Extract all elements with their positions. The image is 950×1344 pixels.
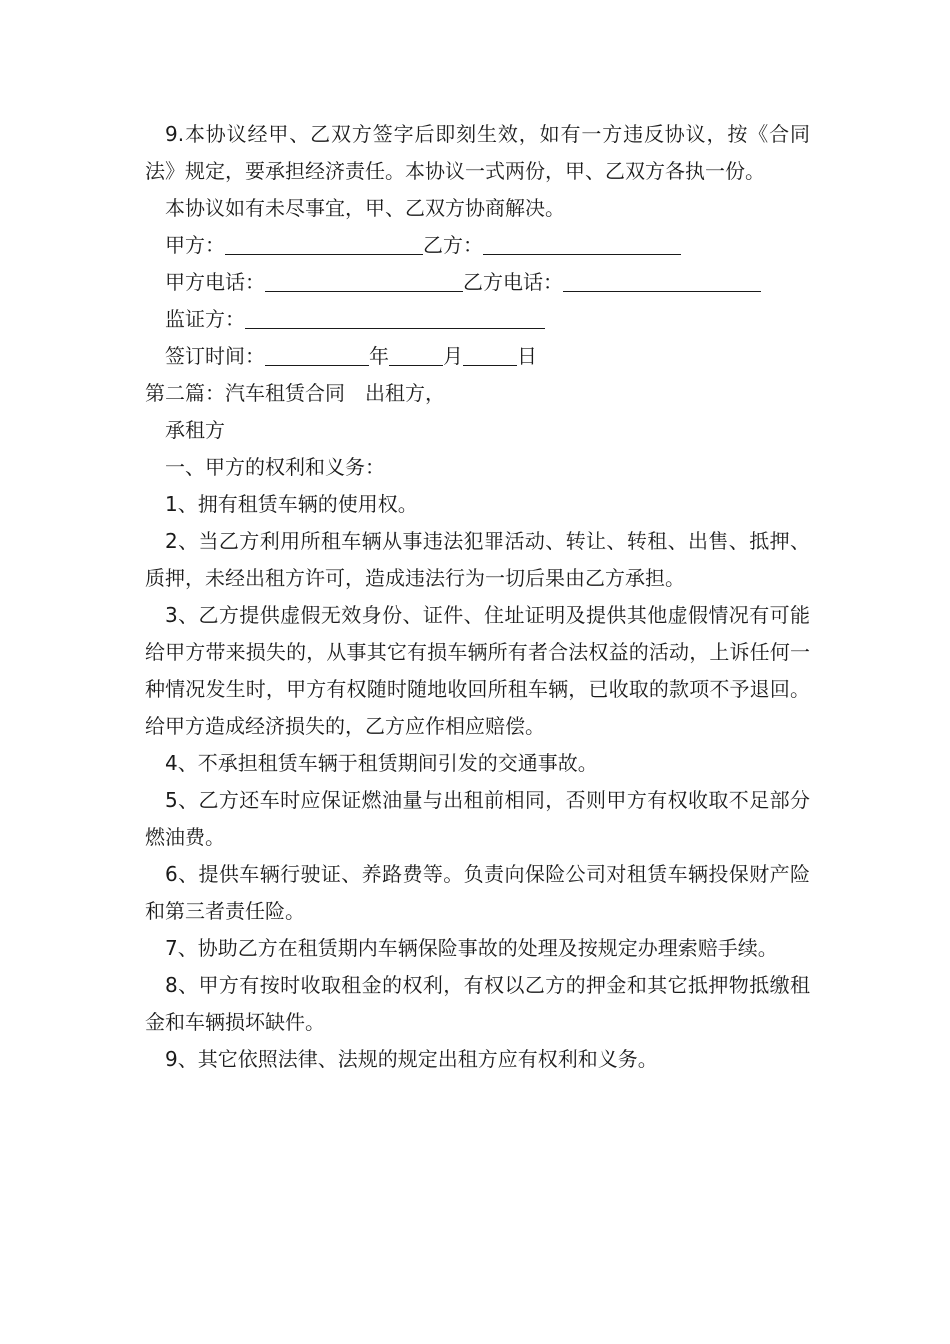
party-b-label: 乙方： [423, 233, 483, 257]
list-item: 9、其它依照法律、法规的规定出租方应有权利和义务。 [165, 1047, 658, 1071]
month-label: 月 [443, 344, 463, 368]
part-1-title: 一、甲方的权利和义务： [165, 455, 385, 479]
year-label: 年 [369, 344, 389, 368]
day-blank [463, 345, 517, 366]
list-item: 5、乙方还车时应保证燃油量与出租前相同，否则甲方有权收取不足部分燃油费。 [145, 788, 810, 849]
day-label: 日 [517, 344, 537, 368]
list-item: 4、不承担租赁车辆于租赁期间引发的交通事故。 [165, 751, 598, 775]
party-b-phone-blank [563, 271, 761, 292]
document-body [145, 116, 810, 1078]
lessee-label: 承租方 [165, 418, 225, 442]
list-item: 6、提供车辆行驶证、养路费等。负责向保险公司对租赁车辆投保财产险和第三者责任险。 [145, 862, 810, 923]
witness-blank [245, 308, 545, 329]
witness-label: 监证方： [165, 307, 245, 331]
party-b-phone-label: 乙方电话： [463, 270, 563, 294]
signing-date-line [145, 338, 810, 375]
section-2-heading: 第二篇：汽车租赁合同 出租方， [145, 381, 445, 405]
party-a-blank [225, 234, 423, 255]
list-item: 2、当乙方利用所租车辆从事违法犯罪活动、转让、转租、出售、抵押、质押，未经出租方许可，造成违法行为一切后果由乙方承担。 [145, 529, 810, 590]
party-a-label: 甲方： [165, 233, 225, 257]
list-item: 7、协助乙方在租赁期内车辆保险事故的处理及按规定办理索赔手续。 [165, 936, 778, 960]
list-item: 8、甲方有按时收取租金的权利，有权以乙方的押金和其它抵押物抵缴租金和车辆损坏缺件。 [145, 973, 810, 1034]
signature-phones-line [145, 264, 810, 301]
witness-line [145, 301, 810, 338]
list-item: 3、乙方提供虚假无效身份、证件、住址证明及提供其他虚假情况有可能给甲方带来损失的，从事其它有损车辆所有者合法权益的活动，上诉任何一种情况发生时，甲方有权随时随地收回所租车辆，已收取的款项不予退回。给甲方造成经济损失的，乙方应作相应赔偿。 [145, 603, 810, 738]
party-a-phone-blank [265, 271, 463, 292]
clause-9-paragraph: 9.本协议经甲、乙双方签字后即刻生效，如有一方违反协议，按《合同法》规定，要承担经济责任。本协议一式两份，甲、乙双方各执一份。 [145, 122, 810, 183]
signing-date-label: 签订时间： [165, 344, 265, 368]
party-a-phone-label: 甲方电话： [165, 270, 265, 294]
month-blank [389, 345, 443, 366]
year-blank [265, 345, 369, 366]
unresolved-matters-paragraph: 本协议如有未尽事宜，甲、乙双方协商解决。 [165, 196, 565, 220]
party-b-blank [483, 234, 681, 255]
signature-parties-line [145, 227, 810, 264]
list-item: 1、拥有租赁车辆的使用权。 [165, 492, 418, 516]
